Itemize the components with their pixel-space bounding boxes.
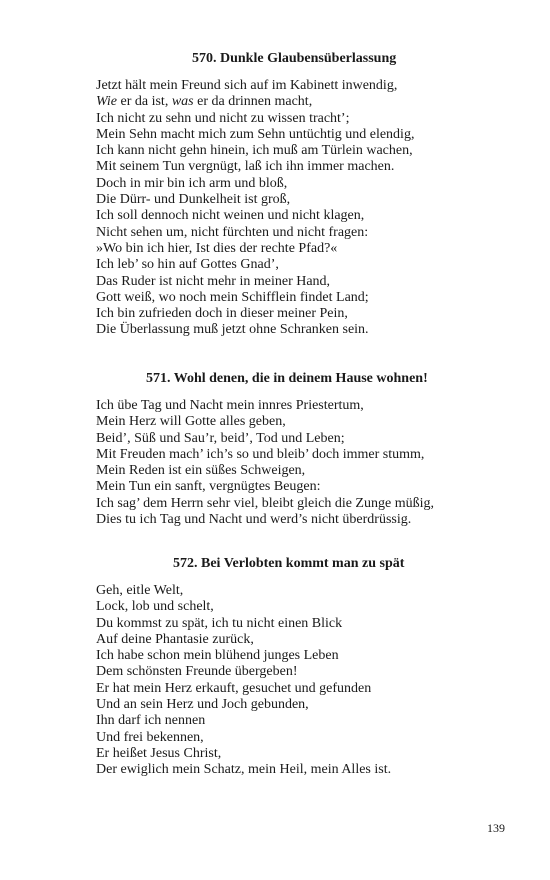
verse-text: Ich kann nicht gehn hinein, ich muß am Türlein wachen, — [96, 143, 413, 159]
verse-line — [96, 713, 496, 729]
verse-line — [96, 398, 496, 414]
verse-line — [96, 143, 496, 159]
verse-text: Ich leb’ so hin auf Gottes Gnad’, — [96, 257, 279, 273]
verse-text: Ich nicht zu sehn und nicht zu wissen tracht’; — [96, 110, 350, 126]
verse-text: Die Dürr- und Dunkelheit ist groß, — [96, 192, 291, 208]
verse-line — [96, 192, 496, 208]
verse-text: Und an sein Herz und Joch gebunden, — [96, 697, 309, 713]
verse-text: Nicht sehen um, nicht fürchten und nicht fragen: — [96, 224, 369, 240]
verse-text: Gott weiß, wo noch mein Schifflein findet Land; — [96, 289, 369, 305]
verse-italic-text: was — [171, 94, 194, 110]
verse-line — [96, 225, 496, 241]
verse-line — [96, 664, 496, 680]
verse-text: Und frei bekennen, — [96, 729, 204, 745]
verse-line — [96, 78, 496, 94]
verse-line — [96, 322, 496, 338]
poem-title: 572. Bei Verlobten kommt man zu spät — [173, 556, 405, 571]
page-number: 139 — [487, 821, 505, 835]
poem-571 — [96, 370, 496, 528]
poem-570 — [96, 50, 496, 339]
verse-text: Lock, lob und schelt, — [96, 599, 214, 615]
verse-text: Doch in mir bin ich arm und bloß, — [96, 175, 288, 191]
verse-line — [96, 111, 496, 127]
poem-title: 570. Dunkle Glaubensüberlassung — [192, 51, 397, 66]
verse-line — [96, 274, 496, 290]
verse-line — [96, 583, 496, 599]
poem-title: 571. Wohl denen, die in deinem Hause wohnen! — [146, 371, 428, 386]
verse-line — [96, 257, 496, 273]
verse-text: Ich soll dennoch nicht weinen und nicht klagen, — [96, 208, 365, 224]
verse-text: Ich habe schon mein blühend junges Leben — [96, 648, 339, 664]
verse-text: Ihn darf ich nennen — [96, 713, 206, 729]
verse-text: Du kommst zu spät, ich tu nicht einen Blick — [96, 615, 343, 631]
verse-line — [96, 479, 496, 495]
verse-text: Geh, eitle Welt, — [96, 583, 184, 598]
verse-text: Beid’, Süß und Sau’r, beid’, Tod und Leben; — [96, 430, 345, 446]
verse-text: Er hat mein Herz erkauft, gesuchet und gefunden — [96, 680, 372, 696]
verse-line — [96, 496, 496, 512]
verse-text: Mein Reden ist ein süßes Schweigen, — [96, 463, 306, 479]
verse-text: Jetzt hält mein Freund sich auf im Kabinett inwendig, — [96, 78, 398, 93]
verse-line — [96, 746, 496, 762]
verse-line — [96, 94, 496, 110]
verse-line — [96, 306, 496, 322]
poem-572 — [96, 555, 496, 779]
verse-line — [96, 290, 496, 306]
verse-line — [96, 176, 496, 192]
verse-text: er da ist, — [117, 94, 172, 110]
verse-line — [96, 159, 496, 175]
verse-line — [96, 414, 496, 430]
verse-text: Mein Herz will Gotte alles geben, — [96, 414, 286, 430]
verse-line — [96, 447, 496, 463]
verse-line — [96, 730, 496, 746]
verse-line — [96, 632, 496, 648]
verse-text: Ich sag’ dem Herrn sehr viel, bleibt gleich die Zunge müßig, — [96, 495, 434, 511]
verse-text: Ich bin zufrieden doch in dieser meiner Pein, — [96, 306, 348, 322]
verse-italic-text: Wie — [96, 94, 117, 110]
verse-line — [96, 241, 496, 257]
verse-text: Mit seinem Tun vergnügt, laß ich ihn immer machen. — [96, 159, 395, 175]
verse-text: Ich übe Tag und Nacht mein innres Priestertum, — [96, 398, 364, 413]
verse-text: Mit Freuden mach’ ich’s so und bleib’ doch immer stumm, — [96, 446, 425, 462]
verse-line — [96, 762, 496, 778]
verse-text: Auf deine Phantasie zurück, — [96, 631, 254, 647]
verse-text: Er heißet Jesus Christ, — [96, 745, 222, 761]
verse-text: Das Ruder ist nicht mehr in meiner Hand, — [96, 273, 331, 289]
poem-verses — [96, 78, 496, 339]
verse-line — [96, 648, 496, 664]
verse-text: Dem schönsten Freunde übergeben! — [96, 664, 298, 680]
verse-line — [96, 512, 496, 528]
verse-line — [96, 616, 496, 632]
verse-text: Mein Sehn macht mich zum Sehn untüchtig und elendig, — [96, 126, 415, 142]
verse-line — [96, 599, 496, 615]
verse-line — [96, 697, 496, 713]
verse-text: Die Überlassung muß jetzt ohne Schranken sein. — [96, 322, 369, 338]
verse-line — [96, 431, 496, 447]
verse-line — [96, 208, 496, 224]
verse-text: Dies tu ich Tag und Nacht und werd’s nicht überdrüssig. — [96, 512, 412, 528]
verse-text: Mein Tun ein sanft, vergnügtes Beugen: — [96, 479, 321, 495]
verse-line — [96, 681, 496, 697]
verse-line — [96, 463, 496, 479]
verse-text: Der ewiglich mein Schatz, mein Heil, mein Alles ist. — [96, 762, 392, 778]
poem-verses — [96, 583, 496, 779]
verse-line — [96, 127, 496, 143]
poem-verses — [96, 398, 496, 528]
verse-text: er da drinnen macht, — [193, 94, 313, 110]
verse-text: »Wo bin ich hier, Ist dies der rechte Pfad?« — [96, 240, 338, 256]
